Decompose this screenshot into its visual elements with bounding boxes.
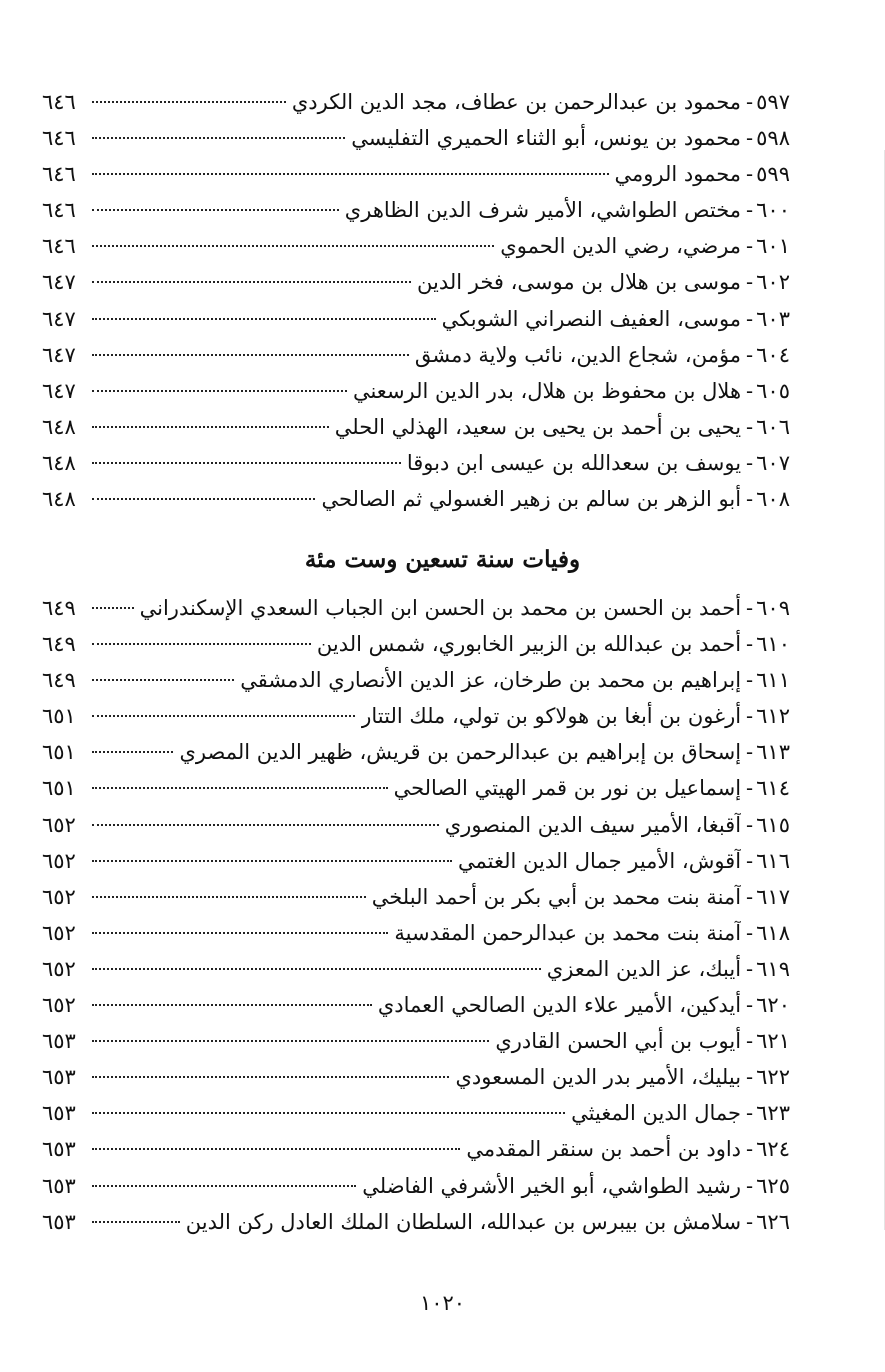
dot-leader: [92, 715, 355, 717]
entry-page-number: ٦٥٣: [42, 1029, 76, 1054]
entry-dash: -: [746, 668, 754, 693]
toc-entry: [42, 1131, 790, 1167]
entry-page-number: ٦٤٦: [42, 198, 76, 223]
entry-dash: -: [746, 342, 754, 367]
entry-number: ٦١٩: [756, 956, 790, 981]
entry-dash: -: [746, 414, 754, 439]
entry-page-number: ٦٤٩: [42, 632, 76, 657]
dot-leader: [92, 1148, 460, 1150]
entry-title: أحمد بن عبدالله بن الزبير الخابوري، شمس الدين: [316, 632, 742, 657]
entry-number: ٦٠٢: [756, 270, 790, 295]
toc-entry: [42, 626, 790, 662]
entry-title: محمود بن عبدالرحمن بن عطاف، مجد الدين الكردي: [291, 90, 742, 114]
entry-dash: -: [746, 1065, 754, 1090]
entry-dash: -: [746, 740, 754, 765]
entry-page-number: ٦٤٧: [42, 270, 76, 295]
toc-entry: [42, 264, 790, 300]
dot-leader: [92, 1076, 449, 1078]
entry-title: آمنة بنت محمد بن عبدالرحمن المقدسية: [394, 920, 742, 945]
entry-dash: -: [746, 1137, 754, 1162]
entry-number: ٥٩٧: [756, 90, 790, 114]
toc-entry: [42, 879, 790, 915]
entry-title: سلامش بن بيبرس بن عبدالله، السلطان الملك العادل ركن الدين: [185, 1209, 742, 1234]
dot-leader: [92, 751, 173, 753]
entry-title: هلال بن محفوظ بن هلال، بدر الدين الرسعني: [352, 378, 742, 403]
entry-dash: -: [746, 596, 754, 620]
entry-number: ٦٠٠: [756, 198, 790, 223]
dot-leader: [92, 137, 345, 139]
dot-leader: [92, 1185, 356, 1187]
dot-leader: [92, 281, 411, 283]
entry-page-number: ٦٥٣: [42, 1209, 76, 1234]
entry-title: بيليك، الأمير بدر الدين المسعودي: [455, 1065, 742, 1090]
entry-dash: -: [746, 884, 754, 909]
entry-number: ٦٢٠: [756, 993, 790, 1018]
entry-dash: -: [746, 1101, 754, 1126]
dot-leader: [92, 824, 439, 826]
toc-entry: [42, 120, 790, 156]
entry-number: ٦١٨: [756, 920, 790, 945]
entry-dash: -: [746, 487, 754, 512]
entry-dash: -: [746, 812, 754, 837]
page-number: ١٠٢٠: [419, 1291, 466, 1315]
entry-title: أحمد بن الحسن بن محمد بن الحسن ابن الجباب السعدي الإسكندراني: [139, 596, 742, 620]
entry-title: موسى بن هلال بن موسى، فخر الدين: [417, 270, 742, 295]
toc-entry: [42, 445, 790, 481]
entry-number: ٥٩٨: [756, 126, 790, 151]
entry-page-number: ٦٥٢: [42, 993, 76, 1018]
entry-dash: -: [746, 1029, 754, 1054]
entry-number: ٦١١: [756, 668, 790, 693]
toc-entry: [42, 1023, 790, 1059]
entry-page-number: ٦٥١: [42, 776, 76, 801]
toc-entry: [42, 662, 790, 698]
entry-page-number: ٦٤٦: [42, 90, 76, 114]
toc-entry: [42, 1168, 790, 1204]
entry-title: إسماعيل بن نور بن قمر الهيتي الصالحي: [393, 776, 742, 801]
dot-leader: [92, 1221, 180, 1223]
entry-number: ٦٠٩: [756, 596, 790, 620]
entry-page-number: ٦٥٣: [42, 1173, 76, 1198]
entry-page-number: ٦٤٩: [42, 668, 76, 693]
entry-page-number: ٦٤٧: [42, 306, 76, 331]
entry-title: موسى، العفيف النصراني الشوبكي: [441, 306, 742, 331]
entry-number: ٦٠٧: [756, 450, 790, 475]
entry-title: أيوب بن أبي الحسن القادري: [495, 1029, 742, 1054]
entry-title: إسحاق بن إبراهيم بن عبدالرحمن بن قريش، ظهير الدين المصري: [179, 740, 742, 765]
toc-entry: [42, 1059, 790, 1095]
entry-number: ٦١٢: [756, 704, 790, 729]
entry-title: يوسف بن سعدالله بن عيسى ابن دبوقا: [406, 450, 742, 475]
entry-page-number: ٦٥٢: [42, 848, 76, 873]
entry-number: ٦٠٥: [756, 378, 790, 403]
entry-title: مؤمن، شجاع الدين، نائب ولاية دمشق: [414, 342, 742, 367]
entry-title: آمنة بنت محمد بن أبي بكر بن أحمد البلخي: [371, 884, 742, 909]
dot-leader: [92, 1040, 489, 1042]
entry-page-number: ٦٥١: [42, 740, 76, 765]
toc-entry: [42, 1204, 790, 1240]
entry-page-number: ٦٥٣: [42, 1065, 76, 1090]
entry-number: ٦١٠: [756, 632, 790, 657]
entry-number: ٦١٤: [756, 776, 790, 801]
entry-title: أبو الزهر بن سالم بن زهير الغسولي ثم الصالحي: [321, 487, 742, 512]
entry-page-number: ٦٥٣: [42, 1101, 76, 1126]
entry-number: ٦١٥: [756, 812, 790, 837]
entry-dash: -: [746, 920, 754, 945]
dot-leader: [92, 462, 401, 464]
entry-title: آقوش، الأمير جمال الدين الغتمي: [458, 848, 742, 873]
dot-leader: [92, 1004, 372, 1006]
entry-dash: -: [746, 234, 754, 259]
toc-entry: [42, 915, 790, 951]
toc-entry: [42, 192, 790, 228]
entry-number: ٦٠٣: [756, 306, 790, 331]
dot-leader: [92, 896, 366, 898]
toc-entry: [42, 987, 790, 1023]
toc-entry: [42, 590, 790, 626]
entry-title: أيدكين، الأمير علاء الدين الصالحي العمادي: [377, 993, 742, 1018]
dot-leader: [92, 1112, 565, 1114]
toc-entry: [42, 228, 790, 264]
entry-dash: -: [746, 126, 754, 151]
entry-dash: -: [746, 1173, 754, 1198]
dot-leader: [92, 245, 494, 247]
entry-number: ٦٢٥: [756, 1173, 790, 1198]
toc-entry: [42, 734, 790, 770]
toc-entry: [42, 698, 790, 734]
entry-page-number: ٦٤٦: [42, 162, 76, 187]
toc-entry: [42, 84, 790, 120]
entry-page-number: ٦٥٢: [42, 884, 76, 909]
entry-title: جمال الدين المغيثي: [571, 1101, 742, 1126]
toc-entry: [42, 301, 790, 337]
entry-title: إبراهيم بن محمد بن طرخان، عز الدين الأنصاري الدمشقي: [240, 668, 742, 693]
entry-title: مختص الطواشي، الأمير شرف الدين الظاهري: [344, 198, 742, 223]
dot-leader: [92, 643, 311, 645]
dot-leader: [92, 787, 388, 789]
entry-dash: -: [746, 162, 754, 187]
entry-page-number: ٦٤٦: [42, 234, 76, 259]
entry-dash: -: [746, 450, 754, 475]
dot-leader: [92, 498, 315, 500]
entry-dash: -: [746, 198, 754, 223]
entry-title: محمود بن يونس، أبو الثناء الحميري التفليسي: [351, 126, 742, 151]
dot-leader: [92, 390, 347, 392]
entry-dash: -: [746, 956, 754, 981]
dot-leader: [92, 679, 234, 681]
dot-leader: [92, 426, 329, 428]
dot-leader: [92, 932, 388, 934]
entry-dash: -: [746, 704, 754, 729]
toc-entry: [42, 156, 790, 192]
entry-number: ٦٠٦: [756, 414, 790, 439]
entry-dash: -: [746, 378, 754, 403]
entry-page-number: ٦٤٦: [42, 126, 76, 151]
entry-title: آقبغا، الأمير سيف الدين المنصوري: [444, 812, 742, 837]
toc-entry: [42, 951, 790, 987]
toc-entry: [42, 481, 790, 517]
toc-list-after: [42, 590, 790, 1240]
entry-page-number: ٦٤٨: [42, 450, 76, 475]
toc-entry: [42, 770, 790, 806]
entry-page-number: ٦٤٨: [42, 414, 76, 439]
entry-dash: -: [746, 993, 754, 1018]
entry-page-number: ٦٤٧: [42, 378, 76, 403]
entry-page-number: ٦٥١: [42, 704, 76, 729]
entry-page-number: ٦٥٣: [42, 1137, 76, 1162]
entry-number: ٦٠٨: [756, 487, 790, 512]
entry-title: داود بن أحمد بن سنقر المقدمي: [466, 1137, 742, 1162]
entry-number: ٦١٦: [756, 848, 790, 873]
toc-entry: [42, 843, 790, 879]
dot-leader: [92, 354, 409, 356]
entry-page-number: ٦٥٢: [42, 812, 76, 837]
entry-page-number: ٦٥٢: [42, 956, 76, 981]
entry-dash: -: [746, 776, 754, 801]
entry-dash: -: [746, 1209, 754, 1234]
entry-number: ٦٢٤: [756, 1137, 790, 1162]
toc-entry: [42, 1095, 790, 1131]
entry-page-number: ٦٥٢: [42, 920, 76, 945]
entry-title: مرضي، رضي الدين الحموي: [500, 234, 742, 259]
entry-title: أرغون بن أبغا بن هولاكو بن تولي، ملك التتار: [361, 704, 742, 729]
entry-number: ٦٢٢: [756, 1065, 790, 1090]
dot-leader: [92, 101, 286, 103]
entry-number: ٦١٧: [756, 884, 790, 909]
entry-title: محمود الرومي: [614, 162, 742, 187]
toc-entry: [42, 337, 790, 373]
entry-number: ٦٢٣: [756, 1101, 790, 1126]
entry-dash: -: [746, 90, 754, 114]
dot-leader: [92, 318, 436, 320]
entry-number: ٦٠٤: [756, 342, 790, 367]
entry-title: أيبك، عز الدين المعزي: [546, 956, 742, 981]
toc-list-before: [42, 84, 790, 517]
entry-dash: -: [746, 306, 754, 331]
entry-page-number: ٦٤٩: [42, 596, 76, 620]
entry-title: رشيد الطواشي، أبو الخير الأشرفي الفاضلي: [362, 1173, 742, 1198]
dot-leader: [92, 968, 541, 970]
entry-number: ٦٢٦: [756, 1209, 790, 1234]
entry-number: ٦٢١: [756, 1029, 790, 1054]
toc-entry: [42, 807, 790, 843]
entry-number: ٥٩٩: [756, 162, 790, 187]
section-heading: وفيات سنة تسعين وست مئة: [304, 546, 581, 573]
entry-page-number: ٦٤٧: [42, 342, 76, 367]
dot-leader: [92, 860, 452, 862]
entry-number: ٦٠١: [756, 234, 790, 259]
entry-dash: -: [746, 632, 754, 657]
dot-leader: [92, 607, 134, 609]
dot-leader: [92, 173, 609, 175]
entry-number: ٦١٣: [756, 740, 790, 765]
toc-entry: [42, 409, 790, 445]
toc-entry: [42, 373, 790, 409]
entry-title: يحيى بن أحمد بن يحيى بن سعيد، الهذلي الحلي: [334, 414, 742, 439]
entry-dash: -: [746, 270, 754, 295]
dot-leader: [92, 209, 339, 211]
entry-page-number: ٦٤٨: [42, 487, 76, 512]
entry-dash: -: [746, 848, 754, 873]
